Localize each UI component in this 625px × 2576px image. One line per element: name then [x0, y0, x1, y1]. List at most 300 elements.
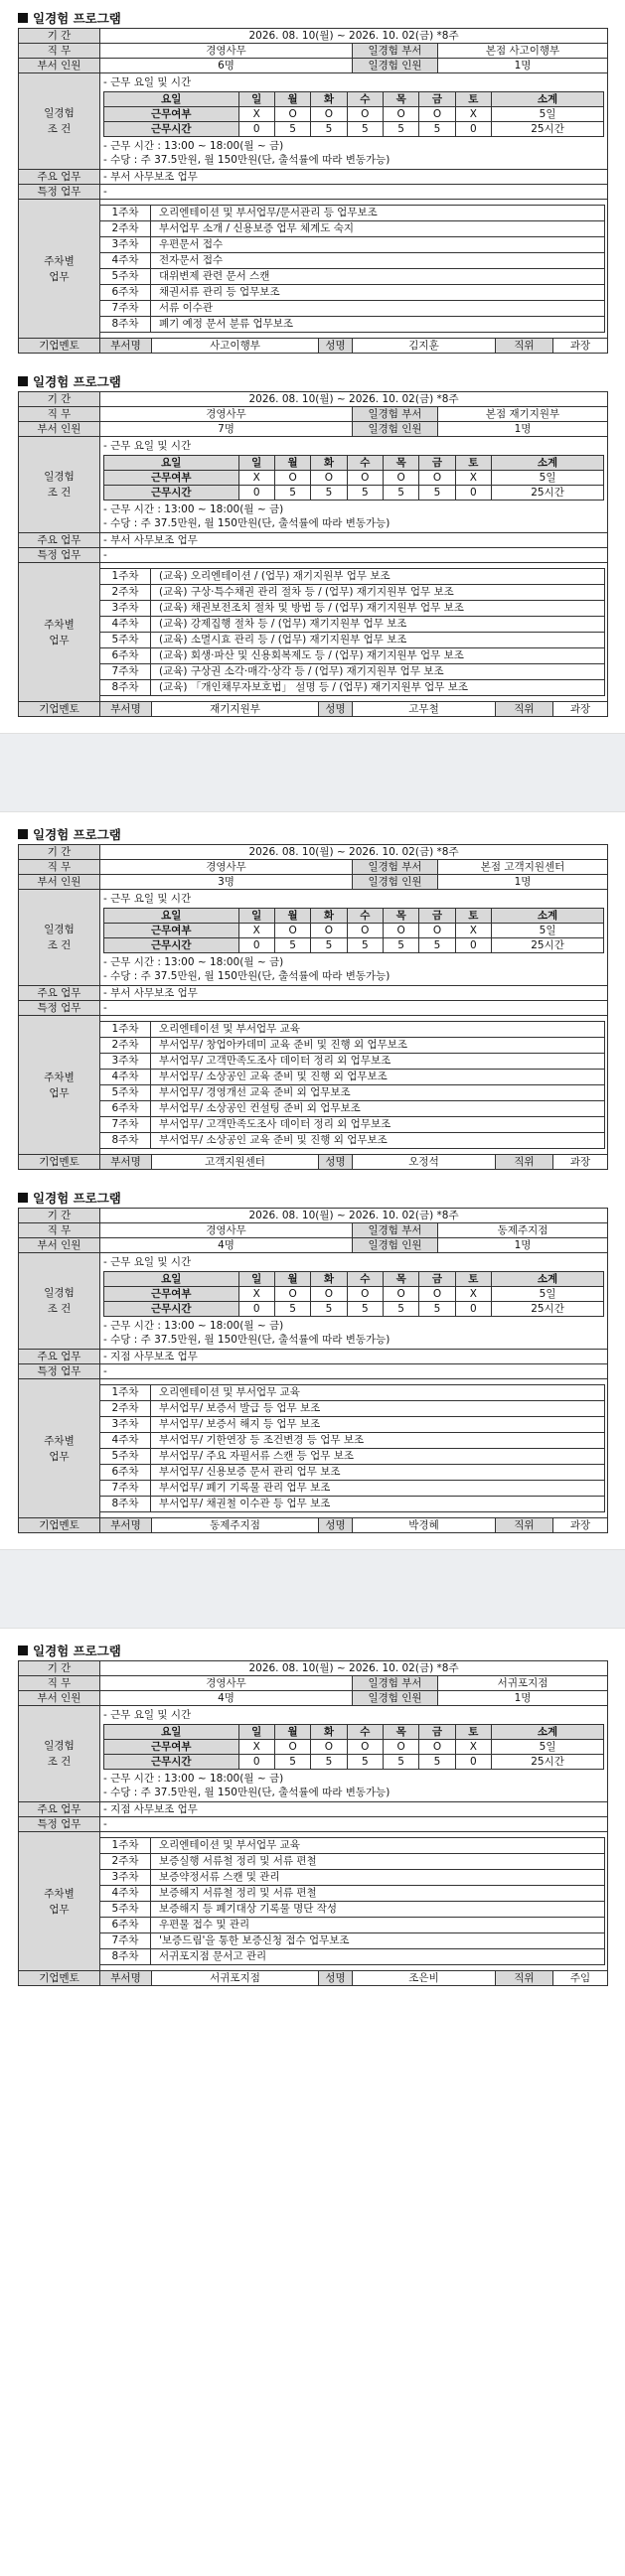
- week-number: 4주차: [100, 253, 151, 268]
- week-row: [100, 1902, 604, 1918]
- period-label: 기 간: [19, 29, 100, 44]
- week-task: (교육) 채권보전조치 절차 및 방법 등 / (업무) 재기지원부 업무 보조: [159, 602, 464, 614]
- dept-size-label: 부서 인원: [19, 59, 100, 73]
- job-label: 직 무: [19, 44, 100, 59]
- mentor-rank-label: 직위: [496, 1155, 553, 1170]
- document-page: [0, 0, 625, 733]
- week-task: 부서업무/ 보증서 해지 등 업무 보조: [159, 1418, 321, 1430]
- conditions-label: 일경험 조 건: [19, 1706, 100, 1802]
- week-task: 부서업무/ 주요 자필서류 스캔 등 업무 보조: [159, 1450, 354, 1462]
- section-title-text: 일경험 프로그램: [33, 1644, 121, 1658]
- day-header: 토: [455, 1725, 491, 1740]
- special-task-label: 특정 업무: [19, 548, 100, 563]
- spacer: [18, 1174, 607, 1188]
- workday-table: [103, 1724, 604, 1770]
- weekly-task-cell: [100, 200, 608, 339]
- work-time: - 근무 시간 : 13:00 ~ 18:00(월 ~ 금): [103, 1320, 284, 1332]
- pay-info: - 수당 : 주 37.5만원, 월 150만원(단, 출석률에 따라 변동가능): [103, 1787, 391, 1798]
- participants-value: 1명: [438, 1238, 608, 1253]
- week-number: 3주차: [100, 1870, 151, 1885]
- week-number: 7주차: [100, 1481, 151, 1496]
- day-header: 목: [383, 909, 418, 924]
- work-time: - 근무 시간 : 13:00 ~ 18:00(월 ~ 금): [103, 956, 284, 968]
- week-list: [100, 1021, 605, 1149]
- hours-cell: 5: [383, 938, 418, 953]
- day-header: 화: [311, 92, 347, 107]
- work-cell: O: [419, 1287, 455, 1302]
- mentor-label: 기업멘토: [19, 702, 100, 717]
- section-title-text: 일경험 프로그램: [33, 11, 121, 26]
- mentor-rank-label: 직위: [496, 1971, 553, 1986]
- week-number: 2주차: [100, 1038, 151, 1053]
- week-task: 부서업무/ 고객만족도조사 데이터 정리 외 업무보조: [159, 1055, 391, 1067]
- week-row: [100, 680, 604, 695]
- dept-size-label: 부서 인원: [19, 875, 100, 890]
- week-number: 8주차: [100, 1133, 151, 1148]
- period-value: 2026. 08. 10(월) ~ 2026. 10. 02(금) *8주: [100, 1209, 608, 1223]
- program-table: [18, 1208, 608, 1533]
- conditions-cell: [100, 890, 608, 986]
- participants-value: 1명: [438, 59, 608, 73]
- week-number: 6주차: [100, 1465, 151, 1480]
- work-time: - 근무 시간 : 13:00 ~ 18:00(월 ~ 금): [103, 503, 284, 515]
- page-gap: [0, 1549, 625, 1629]
- week-row: [100, 1117, 604, 1133]
- mentor-name-label: 성명: [319, 702, 353, 717]
- work-cell: O: [419, 1740, 455, 1755]
- day-header: 소계: [492, 1272, 604, 1287]
- mentor-name-value: 고무철: [353, 702, 496, 717]
- work-cell: O: [419, 924, 455, 938]
- pay-info: - 수당 : 주 37.5만원, 월 150만원(단, 출석률에 따라 변동가능): [103, 517, 391, 529]
- week-number: 4주차: [100, 617, 151, 632]
- week-task: (교육) 오리엔테이션 / (업무) 재기지원부 업무 보조: [159, 570, 391, 582]
- week-task: 부서업무/ 고객만족도조사 데이터 정리 외 업무보조: [159, 1118, 391, 1130]
- week-row: [100, 317, 604, 332]
- hours-cell: 5: [383, 1302, 418, 1317]
- work-row-label: 근무여부: [104, 924, 239, 938]
- work-cell: X: [455, 107, 491, 122]
- week-task: 폐기 예정 문서 분류 업무보조: [159, 318, 294, 330]
- hours-cell: 5: [419, 1755, 455, 1770]
- period-value: 2026. 08. 10(월) ~ 2026. 10. 02(금) *8주: [100, 392, 608, 407]
- work-cell: O: [311, 471, 347, 486]
- work-cell: X: [238, 924, 274, 938]
- mentor-rank-value: 주임: [553, 1971, 608, 1986]
- week-number: 8주차: [100, 317, 151, 332]
- weekly-task-label: 주차별 업무: [19, 1016, 100, 1155]
- mentor-rank-label: 직위: [496, 1518, 553, 1533]
- mentor-label: 기업멘토: [19, 339, 100, 354]
- week-list: [100, 568, 605, 696]
- work-cell: O: [311, 1287, 347, 1302]
- weekly-task-cell: [100, 1016, 608, 1155]
- week-task: 오리엔테이션 및 부서업무 교육: [159, 1839, 300, 1851]
- day-header: 소계: [492, 1725, 604, 1740]
- hours-cell: 5: [419, 122, 455, 137]
- work-cell: X: [238, 471, 274, 486]
- week-number: 8주차: [100, 1497, 151, 1511]
- hours-cell: 0: [455, 938, 491, 953]
- main-task-value: - 부서 사무보조 업무: [100, 170, 608, 185]
- section-title-text: 일경험 프로그램: [33, 374, 121, 389]
- week-row: [100, 648, 604, 664]
- hours-cell: 5: [311, 938, 347, 953]
- week-row: [100, 1433, 604, 1449]
- week-row: [100, 1417, 604, 1433]
- hours-cell: 0: [238, 122, 274, 137]
- program-table: [18, 28, 608, 354]
- week-list: [100, 1837, 605, 1965]
- week-number: 2주차: [100, 585, 151, 600]
- square-bullet-icon: [18, 829, 28, 839]
- mentor-rank-value: 과장: [553, 702, 608, 717]
- hours-cell: 5: [274, 938, 310, 953]
- day-header: 금: [419, 456, 455, 471]
- mentor-dept-value: 재기지원부: [152, 702, 319, 717]
- special-task-label: 특정 업무: [19, 185, 100, 200]
- workday-table: [103, 455, 604, 501]
- spacer: [18, 358, 607, 371]
- week-row: [100, 1933, 604, 1949]
- work-cell: 5일: [492, 924, 604, 938]
- week-row: [100, 1949, 604, 1964]
- week-row: [100, 1497, 604, 1511]
- work-time: - 근무 시간 : 13:00 ~ 18:00(월 ~ 금): [103, 1773, 284, 1785]
- work-cell: X: [238, 1287, 274, 1302]
- conditions-label: 일경험 조 건: [19, 437, 100, 533]
- work-cell: O: [383, 924, 418, 938]
- day-header: 토: [455, 909, 491, 924]
- special-task-label: 특정 업무: [19, 1817, 100, 1832]
- week-task: (교육) 구상권 소각·매각·상각 등 / (업무) 재기지원부 업무 보조: [159, 665, 444, 677]
- day-header: 화: [311, 1272, 347, 1287]
- week-list: [100, 205, 605, 333]
- hours-cell: 25시간: [492, 1302, 604, 1317]
- conditions-cell: [100, 1253, 608, 1350]
- day-header: 일: [238, 92, 274, 107]
- week-number: 3주차: [100, 237, 151, 252]
- main-task-value: - 지점 사무보조 업무: [100, 1350, 608, 1364]
- mentor-dept-value: 서귀포지점: [152, 1971, 319, 1986]
- week-row: [100, 1449, 604, 1465]
- period-label: 기 간: [19, 392, 100, 407]
- page-gap: [0, 733, 625, 812]
- weekly-task-label: 주차별 업무: [19, 563, 100, 702]
- week-task: 부서업무/ 창업아카데미 교육 준비 및 진행 외 업무보조: [159, 1039, 408, 1051]
- day-header: 화: [311, 456, 347, 471]
- day-header: 일: [238, 1272, 274, 1287]
- work-cell: O: [274, 1740, 310, 1755]
- week-task: 부서업무/ 소상공인 교육 준비 및 진행 외 업무보조: [159, 1071, 388, 1082]
- week-task: 부서업무/ 채권철 이수관 등 업무 보조: [159, 1498, 331, 1509]
- week-row: [100, 1070, 604, 1085]
- week-number: 6주차: [100, 648, 151, 663]
- cond-heading: - 근무 요일 및 시간: [103, 76, 192, 88]
- week-row: [100, 1085, 604, 1101]
- week-number: 1주차: [100, 569, 151, 584]
- mentor-name-label: 성명: [319, 1518, 353, 1533]
- week-row: [100, 1886, 604, 1902]
- square-bullet-icon: [18, 13, 28, 23]
- work-cell: X: [455, 1740, 491, 1755]
- mentor-name-value: 김지훈: [353, 339, 496, 354]
- hours-cell: 5: [347, 1755, 383, 1770]
- day-header: 수: [347, 1725, 383, 1740]
- week-task: 보증실행 서류철 정리 및 서류 편철: [159, 1855, 317, 1867]
- week-number: 3주차: [100, 1054, 151, 1069]
- main-task-label: 주요 업무: [19, 170, 100, 185]
- hours-cell: 5: [419, 486, 455, 501]
- hours-row-label: 근무시간: [104, 486, 239, 501]
- day-header: 월: [274, 456, 310, 471]
- hours-row-label: 근무시간: [104, 1302, 239, 1317]
- week-row: [100, 301, 604, 317]
- week-task: (교육) 구상·특수채권 관리 절차 등 / (업무) 재기지원부 업무 보조: [159, 586, 454, 598]
- mentor-rank-label: 직위: [496, 702, 553, 717]
- mentor-rank-value: 과장: [553, 339, 608, 354]
- week-number: 1주차: [100, 1385, 151, 1400]
- main-task-value: - 부서 사무보조 업무: [100, 533, 608, 548]
- week-number: 6주차: [100, 1918, 151, 1932]
- conditions-label: 일경험 조 건: [19, 890, 100, 986]
- job-label: 직 무: [19, 1676, 100, 1691]
- mentor-rank-value: 과장: [553, 1518, 608, 1533]
- day-header: 토: [455, 1272, 491, 1287]
- hours-cell: 0: [238, 1755, 274, 1770]
- week-task: 부서업무/ 기한연장 등 조건변경 등 업무 보조: [159, 1434, 365, 1446]
- job-label: 직 무: [19, 860, 100, 875]
- week-row: [100, 253, 604, 269]
- hours-cell: 0: [238, 486, 274, 501]
- conditions-cell: [100, 437, 608, 533]
- day-header: 금: [419, 1725, 455, 1740]
- participants-label: 일경험 인원: [353, 422, 438, 437]
- week-task: (교육) 강제집행 절차 등 / (업무) 재기지원부 업무 보조: [159, 618, 407, 630]
- main-task-label: 주요 업무: [19, 986, 100, 1001]
- period-value: 2026. 08. 10(월) ~ 2026. 10. 02(금) *8주: [100, 845, 608, 860]
- hours-row-label: 근무시간: [104, 1755, 239, 1770]
- work-row-label: 근무여부: [104, 107, 239, 122]
- job-value: 경영사무: [100, 44, 353, 59]
- day-header: 요일: [104, 1725, 239, 1740]
- conditions-label: 일경험 조 건: [19, 1253, 100, 1350]
- job-value: 경영사무: [100, 1223, 353, 1238]
- dept-label: 일경험 부서: [353, 1223, 438, 1238]
- week-number: 5주차: [100, 1902, 151, 1917]
- day-header: 수: [347, 909, 383, 924]
- work-cell: 5일: [492, 471, 604, 486]
- day-header: 요일: [104, 1272, 239, 1287]
- main-task-value: - 지점 사무보조 업무: [100, 1802, 608, 1817]
- week-row: [100, 1038, 604, 1054]
- participants-label: 일경험 인원: [353, 59, 438, 73]
- day-header: 월: [274, 1725, 310, 1740]
- week-number: 6주차: [100, 1101, 151, 1116]
- hours-cell: 5: [274, 1755, 310, 1770]
- mentor-name-label: 성명: [319, 1155, 353, 1170]
- participants-label: 일경험 인원: [353, 1691, 438, 1706]
- mentor-dept-label: 부서명: [100, 702, 152, 717]
- week-row: [100, 1022, 604, 1038]
- dept-size-value: 3명: [100, 875, 353, 890]
- hours-cell: 25시간: [492, 1755, 604, 1770]
- dept-size-label: 부서 인원: [19, 422, 100, 437]
- week-row: [100, 1465, 604, 1481]
- week-task: 전자문서 접수: [159, 254, 224, 266]
- work-cell: O: [311, 1740, 347, 1755]
- special-task-value: -: [100, 185, 608, 200]
- pay-info: - 수당 : 주 37.5만원, 월 150만원(단, 출석률에 따라 변동가능): [103, 154, 391, 166]
- week-number: 4주차: [100, 1433, 151, 1448]
- week-number: 7주차: [100, 1117, 151, 1132]
- square-bullet-icon: [18, 1646, 28, 1655]
- cond-heading: - 근무 요일 및 시간: [103, 440, 192, 452]
- mentor-dept-label: 부서명: [100, 1518, 152, 1533]
- mentor-dept-value: 동제주지점: [152, 1518, 319, 1533]
- dept-size-value: 4명: [100, 1238, 353, 1253]
- participants-value: 1명: [438, 875, 608, 890]
- week-number: 7주차: [100, 1933, 151, 1948]
- week-row: [100, 1870, 604, 1886]
- week-task: 대위변제 관련 문서 스캔: [159, 270, 270, 282]
- day-header: 수: [347, 92, 383, 107]
- week-task: (교육) 「개인채무자보호법」 설명 등 / (업무) 재기지원부 업무 보조: [159, 681, 469, 693]
- week-number: 5주차: [100, 1449, 151, 1464]
- day-header: 화: [311, 1725, 347, 1740]
- week-task: 우편물 접수 및 관리: [159, 1919, 250, 1931]
- job-value: 경영사무: [100, 407, 353, 422]
- week-task: 부서업무 소개 / 신용보증 업무 체계도 숙지: [159, 222, 354, 234]
- mentor-name-value: 조은비: [353, 1971, 496, 1986]
- mentor-rank-label: 직위: [496, 339, 553, 354]
- mentor-name-value: 박경혜: [353, 1518, 496, 1533]
- week-task: 부서업무/ 신용보증 문서 관리 업무 보조: [159, 1466, 341, 1478]
- week-task: 서류 이수관: [159, 302, 214, 314]
- weekly-task-cell: [100, 1832, 608, 1971]
- week-task: 오리엔테이션 및 부서업무 교육: [159, 1386, 300, 1398]
- week-row: [100, 1481, 604, 1497]
- week-row: [100, 285, 604, 301]
- week-row: [100, 206, 604, 221]
- conditions-cell: [100, 1706, 608, 1802]
- week-number: 5주차: [100, 1085, 151, 1100]
- work-cell: O: [383, 471, 418, 486]
- hours-cell: 5: [274, 122, 310, 137]
- week-row: [100, 1385, 604, 1401]
- week-row: [100, 1054, 604, 1070]
- period-label: 기 간: [19, 1661, 100, 1676]
- work-row-label: 근무여부: [104, 1287, 239, 1302]
- day-header: 화: [311, 909, 347, 924]
- mentor-label: 기업멘토: [19, 1971, 100, 1986]
- day-header: 목: [383, 456, 418, 471]
- mentor-rank-value: 과장: [553, 1155, 608, 1170]
- work-cell: O: [274, 1287, 310, 1302]
- hours-cell: 5: [347, 122, 383, 137]
- day-header: 토: [455, 92, 491, 107]
- pay-info: - 수당 : 주 37.5만원, 월 150만원(단, 출석률에 따라 변동가능): [103, 1334, 391, 1346]
- section-title: [18, 824, 607, 844]
- week-row: [100, 1854, 604, 1870]
- hours-cell: 5: [419, 938, 455, 953]
- week-number: 5주차: [100, 633, 151, 647]
- dept-size-label: 부서 인원: [19, 1691, 100, 1706]
- week-number: 8주차: [100, 1949, 151, 1964]
- dept-value: 서귀포지점: [438, 1676, 608, 1691]
- week-task: 보증약정서류 스캔 및 관리: [159, 1871, 280, 1883]
- work-cell: O: [383, 1740, 418, 1755]
- main-task-value: - 부서 사무보조 업무: [100, 986, 608, 1001]
- work-cell: X: [455, 1287, 491, 1302]
- main-task-label: 주요 업무: [19, 1350, 100, 1364]
- day-header: 금: [419, 909, 455, 924]
- day-header: 목: [383, 1725, 418, 1740]
- weekly-task-label: 주차별 업무: [19, 200, 100, 339]
- day-header: 금: [419, 92, 455, 107]
- main-task-label: 주요 업무: [19, 1802, 100, 1817]
- hours-cell: 5: [347, 486, 383, 501]
- work-cell: O: [274, 107, 310, 122]
- work-cell: O: [347, 471, 383, 486]
- mentor-label: 기업멘토: [19, 1155, 100, 1170]
- work-cell: X: [455, 471, 491, 486]
- week-row: [100, 1101, 604, 1117]
- week-row: [100, 1133, 604, 1148]
- week-task: 서귀포지점 문서고 관리: [159, 1950, 267, 1962]
- work-cell: X: [238, 1740, 274, 1755]
- week-number: 3주차: [100, 1417, 151, 1432]
- period-label: 기 간: [19, 845, 100, 860]
- dept-size-value: 6명: [100, 59, 353, 73]
- week-number: 5주차: [100, 269, 151, 284]
- period-value: 2026. 08. 10(월) ~ 2026. 10. 02(금) *8주: [100, 1661, 608, 1676]
- dept-value: 본점 재기지원부: [438, 407, 608, 422]
- cond-heading: - 근무 요일 및 시간: [103, 893, 192, 905]
- week-row: [100, 617, 604, 633]
- pay-info: - 수당 : 주 37.5만원, 월 150만원(단, 출석률에 따라 변동가능): [103, 970, 391, 982]
- square-bullet-icon: [18, 376, 28, 386]
- section-title: [18, 1641, 607, 1660]
- hours-cell: 5: [311, 1302, 347, 1317]
- work-cell: O: [419, 107, 455, 122]
- hours-cell: 5: [419, 1302, 455, 1317]
- dept-label: 일경험 부서: [353, 44, 438, 59]
- week-task: 보증해지 등 폐기대상 기록물 명단 작성: [159, 1903, 337, 1915]
- hours-cell: 5: [311, 122, 347, 137]
- work-cell: O: [347, 1287, 383, 1302]
- week-row: [100, 221, 604, 237]
- hours-cell: 0: [238, 1302, 274, 1317]
- day-header: 일: [238, 909, 274, 924]
- day-header: 금: [419, 1272, 455, 1287]
- participants-label: 일경험 인원: [353, 1238, 438, 1253]
- week-row: [100, 237, 604, 253]
- section-title: [18, 1188, 607, 1208]
- mentor-label: 기업멘토: [19, 1518, 100, 1533]
- day-header: 목: [383, 92, 418, 107]
- work-cell: O: [383, 107, 418, 122]
- cond-heading: - 근무 요일 및 시간: [103, 1709, 192, 1721]
- job-label: 직 무: [19, 1223, 100, 1238]
- week-row: [100, 1838, 604, 1854]
- work-cell: O: [347, 1740, 383, 1755]
- dept-value: 동제주지점: [438, 1223, 608, 1238]
- week-task: 채권서류 관리 등 업무보조: [159, 286, 280, 298]
- week-number: 2주차: [100, 1401, 151, 1416]
- dept-value: 본점 사고이행부: [438, 44, 608, 59]
- week-task: '보증드림'을 통한 보증신청 접수 업무보조: [159, 1934, 350, 1946]
